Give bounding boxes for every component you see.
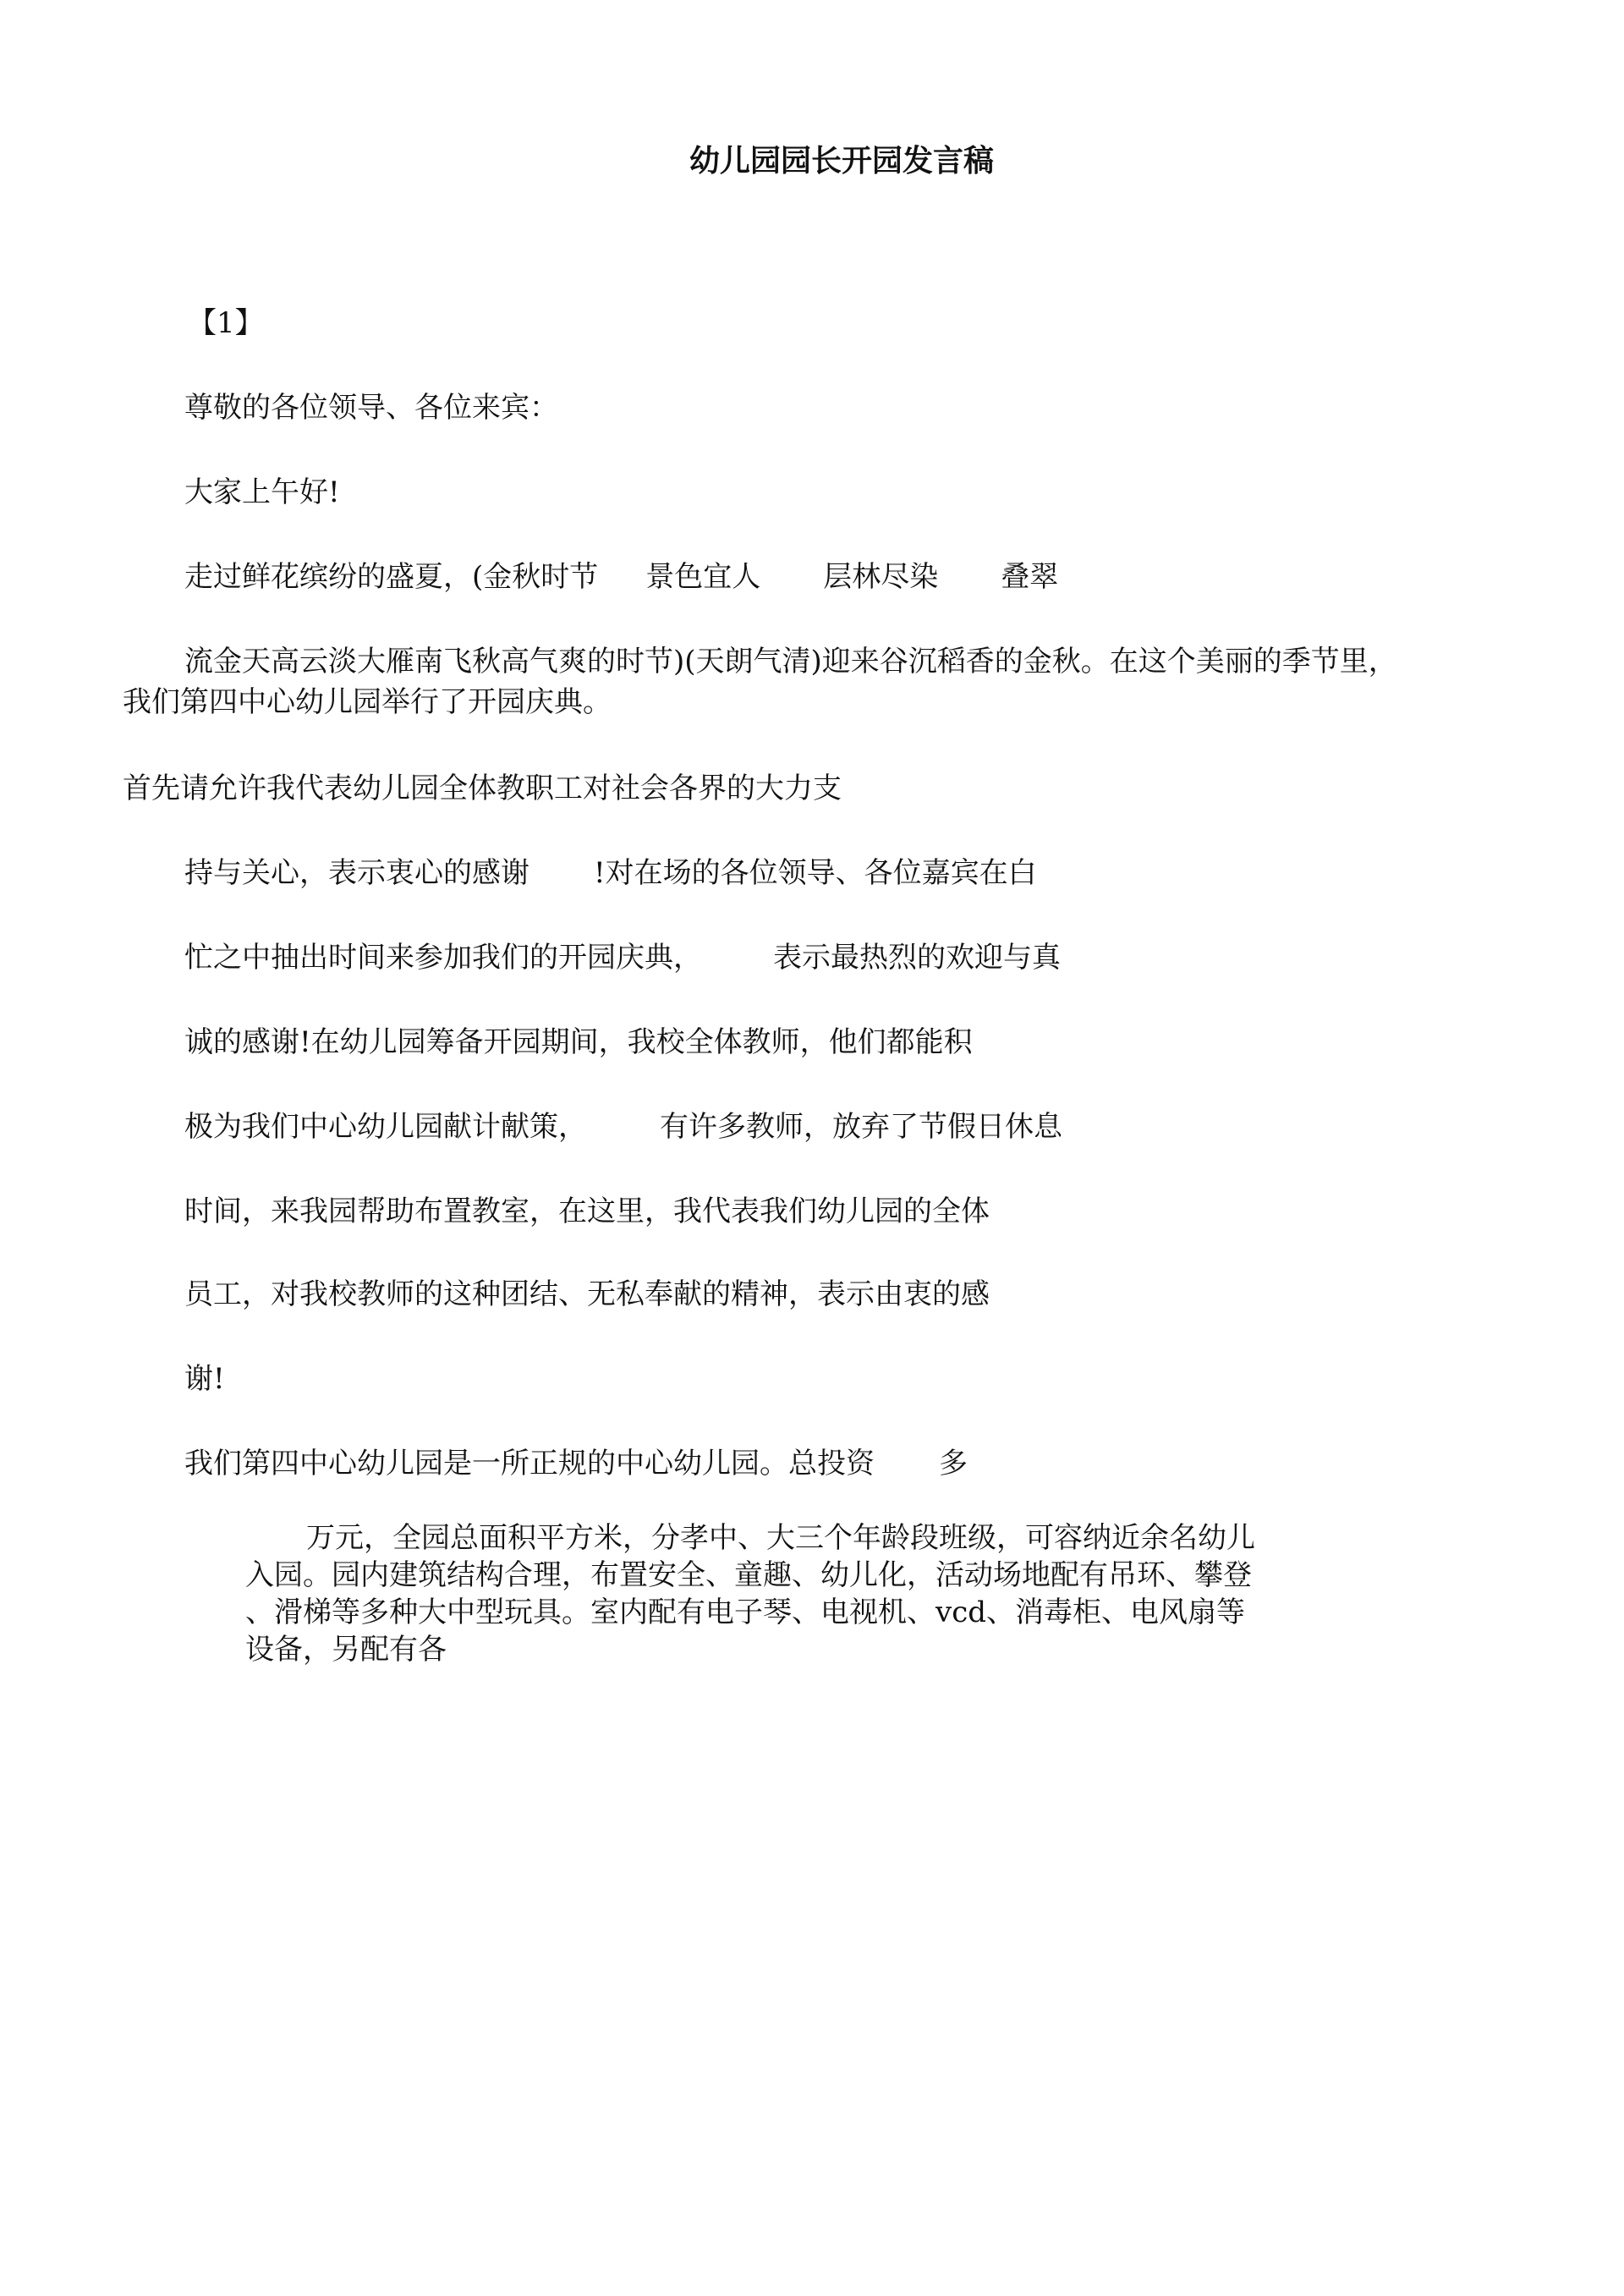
salutation: 尊敬的各位领导、各位来宾： xyxy=(184,391,558,425)
document-title: 幼儿园园长开园发言稿 xyxy=(689,143,994,179)
paragraph-block xyxy=(245,1519,1328,1668)
paragraph-line-j: 谢! xyxy=(184,1362,225,1396)
text-segment: 有许多教师，放弃了节假日休息 xyxy=(660,1110,1062,1144)
paragraph-line-a xyxy=(184,558,1058,596)
paragraph-line-b2: 我们第四中心幼儿园举行了开园庆典。 xyxy=(123,685,612,719)
text-segment: 多 xyxy=(939,1447,968,1480)
paragraph-line-b1: 流金天高云淡大雁南飞秋高气爽的时节)(天朗气清)迎来谷沉稻香的金秋。在这个美丽的季节里， xyxy=(184,645,1397,678)
paragraph-line-d xyxy=(184,854,1037,892)
block-line: 入园。园内建筑结构合理，布置安全、童趣、幼儿化，活动场地配有吊环、攀登 xyxy=(245,1558,1252,1592)
block-line: 、滑梯等多种大中型玩具。室内配有电子琴、电视机、vcd、消毒柜、电风扇等 xyxy=(245,1596,1246,1629)
paragraph-line-c: 首先请允许我代表幼儿园全体教职工对社会各界的大力支 xyxy=(123,772,842,805)
text-segment: 走过鲜花缤纷的盛夏，(金秋时节 xyxy=(184,560,599,594)
text-segment: 持与关心，表示衷心的感谢 xyxy=(184,856,529,890)
text-segment: 极为我们中心幼儿园献计献策， xyxy=(184,1110,587,1144)
block-line: 万元，全园总面积平方米，分孝中、大三个年龄段班级，可容纳近余名幼儿 xyxy=(306,1521,1255,1555)
paragraph-line-f: 诚的感谢!在幼儿园筹备开园期间，我校全体教师，他们都能积 xyxy=(184,1025,973,1059)
text-segment: 忙之中抽出时间来参加我们的开园庆典， xyxy=(184,941,702,975)
paragraph-line-h: 时间，来我园帮助布置教室，在这里，我代表我们幼儿园的全体 xyxy=(184,1195,990,1228)
text-segment: !对在场的各位领导、各位嘉宾在白 xyxy=(594,856,1037,890)
paragraph-line-e xyxy=(184,939,1061,976)
text-segment: 我们第四中心幼儿园是一所正规的中心幼儿园。总投资 xyxy=(184,1447,875,1480)
greeting: 大家上午好! xyxy=(184,475,340,509)
paragraph-line-g xyxy=(184,1108,1062,1145)
text-segment: 层林尽染 xyxy=(823,560,939,594)
text-segment: 景色宜人 xyxy=(645,560,761,594)
section-marker: 【1】 xyxy=(188,306,264,340)
text-segment: 叠翠 xyxy=(1001,560,1059,594)
block-line: 设备，另配有各 xyxy=(245,1633,447,1667)
paragraph-line-k xyxy=(184,1445,968,1482)
text-segment: 表示最热烈的欢迎与真 xyxy=(773,941,1061,975)
paragraph-line-i: 员工，对我校教师的这种团结、无私奉献的精神，表示由衷的感 xyxy=(184,1277,990,1311)
